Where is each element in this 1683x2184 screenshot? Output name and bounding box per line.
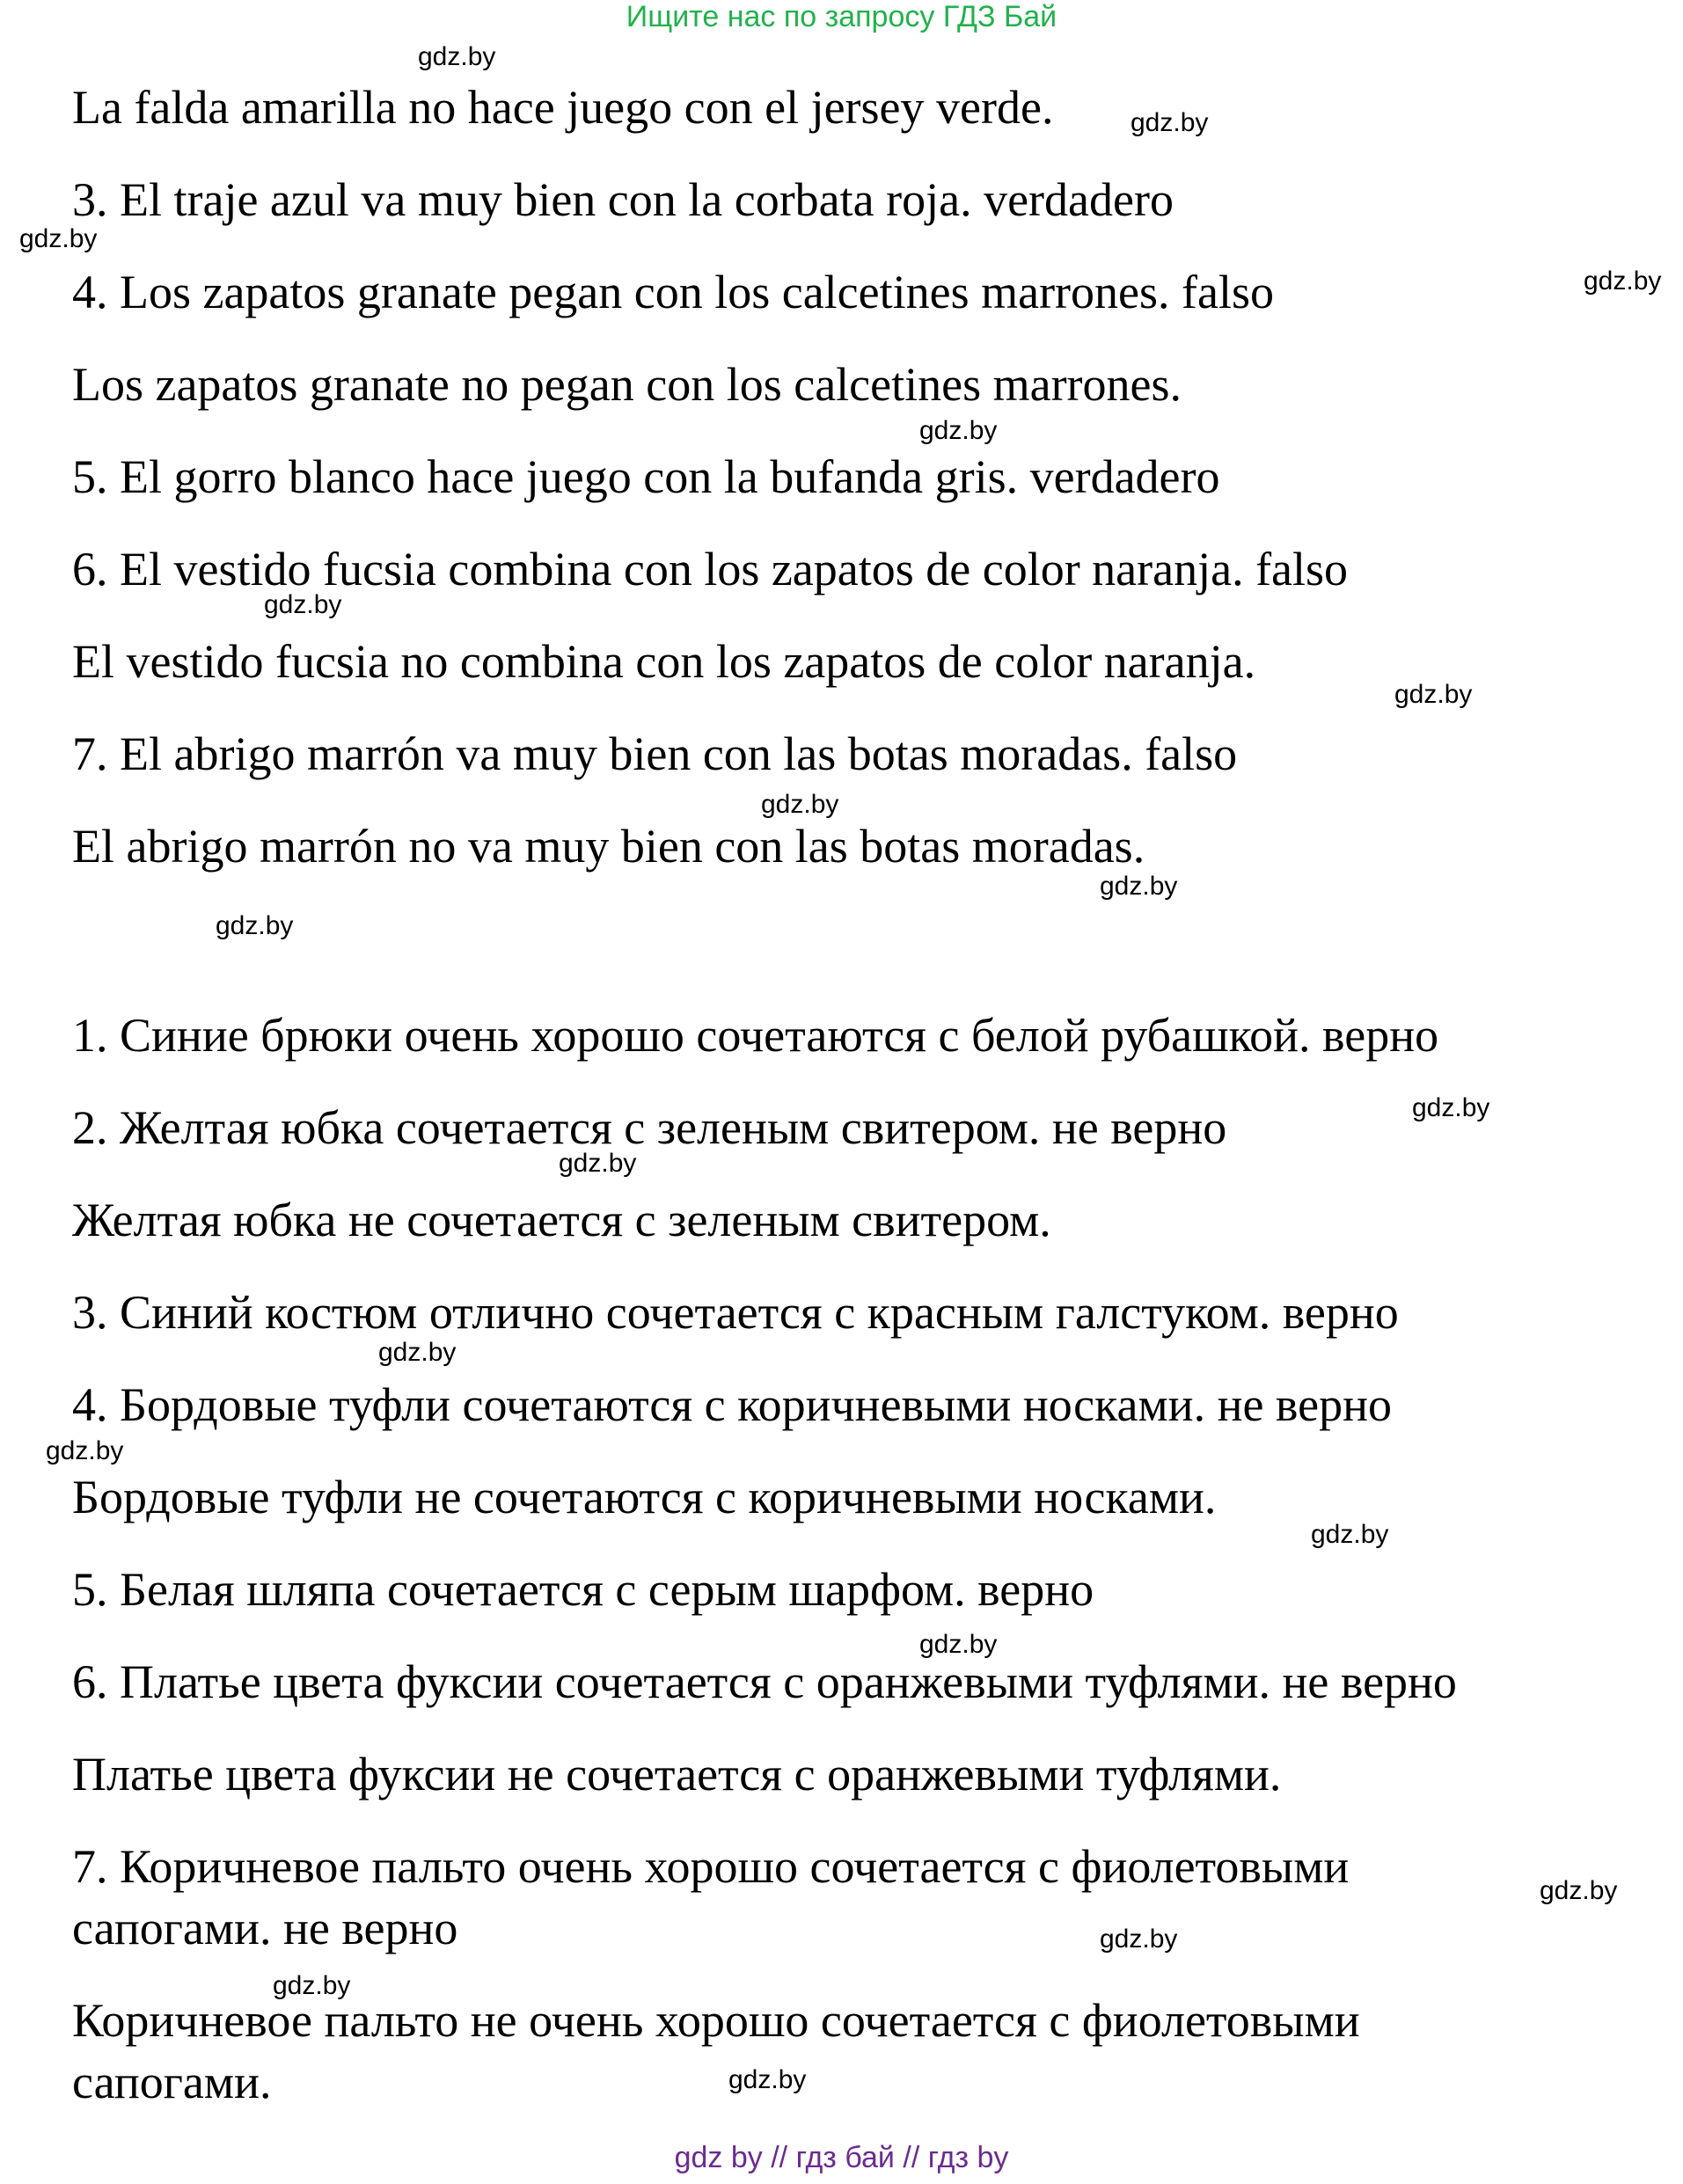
spanish-line: Los zapatos granate no pegan con los calcetines marrones. (72, 358, 1182, 411)
russian-line: 2. Желтая юбка сочетается с зеленым свитером. не верно (72, 1101, 1227, 1154)
watermark: gdz.by (919, 1630, 998, 1659)
footer-link-gdz-by[interactable]: gdz by (674, 2141, 763, 2174)
watermark: gdz.by (273, 1971, 351, 2000)
russian-line: 4. Бордовые туфли сочетаются с коричневыми носками. не верно (72, 1378, 1392, 1431)
watermark: gdz.by (1131, 108, 1209, 137)
spanish-line: El vestido fucsia no combina con los zapatos de color naranja. (72, 635, 1256, 688)
watermark: gdz.by (1584, 267, 1662, 296)
footer-separator: // (771, 2141, 788, 2174)
watermark: gdz.by (1100, 872, 1178, 901)
watermark: gdz.by (919, 416, 998, 445)
watermark: gdz.by (19, 224, 98, 253)
watermark: gdz.by (46, 1436, 124, 1465)
watermark: gdz.by (559, 1149, 637, 1178)
spanish-line: La falda amarilla no hace juego con el jersey verde. (72, 81, 1054, 134)
spanish-line: 5. El gorro blanco hace juego con la bufanda gris. verdadero (72, 450, 1220, 503)
russian-line: Коричневое пальто не очень хорошо сочетается с фиолетовыми (72, 1994, 1360, 2047)
russian-line: 6. Платье цвета фуксии сочетается с оранжевыми туфлями. не верно (72, 1655, 1457, 1708)
watermark: gdz.by (216, 911, 294, 940)
watermark: gdz.by (728, 2065, 807, 2094)
search-hint-link[interactable]: Ищите нас по запросу ГДЗ Бай (626, 0, 1057, 33)
watermark: gdz.by (378, 1338, 457, 1367)
russian-line: сапогами. (72, 2056, 272, 2108)
russian-line: сапогами. не верно (72, 1902, 458, 1954)
watermark: gdz.by (418, 42, 496, 71)
spanish-line: El abrigo marrón no va muy bien con las botas moradas. (72, 820, 1145, 873)
russian-line: 1. Синие брюки очень хорошо сочетаются с белой рубашкой. верно (72, 1009, 1439, 1062)
russian-line: 7. Коричневое пальто очень хорошо сочетается с фиолетовыми (72, 1840, 1350, 1893)
russian-line: Бордовые туфли не сочетаются с коричневыми носками. (72, 1471, 1217, 1523)
watermark: gdz.by (761, 790, 839, 819)
russian-line: 5. Белая шляпа сочетается с серым шарфом. верно (72, 1563, 1094, 1616)
spanish-line: 6. El vestido fucsia combina con los zapatos de color naranja. falso (72, 543, 1349, 595)
watermark: gdz.by (1394, 680, 1473, 709)
russian-line: 3. Синий костюм отлично сочетается с красным галстуком. верно (72, 1286, 1399, 1339)
footer-link-gdz-by-ru[interactable]: гдз by (927, 2141, 1009, 2174)
watermark: gdz.by (1540, 1876, 1618, 1905)
watermark: gdz.by (1311, 1520, 1389, 1549)
russian-line: Платье цвета фуксии не сочетается с оранжевыми туфлями. (72, 1748, 1282, 1801)
watermark: gdz.by (1412, 1093, 1490, 1122)
footer-links (0, 2143, 1683, 2173)
footer-link-gdz-bai[interactable]: гдз бай (795, 2141, 895, 2174)
spanish-line: 3. El traje azul va muy bien con la corbata roja. verdadero (72, 173, 1174, 226)
russian-line: Желтая юбка не сочетается с зеленым свитером. (72, 1194, 1051, 1246)
spanish-line: 7. El abrigo marrón va muy bien con las botas moradas. falso (72, 727, 1238, 780)
spanish-line: 4. Los zapatos granate pegan con los calcetines marrones. falso (72, 266, 1274, 318)
footer-separator: // (903, 2141, 920, 2174)
watermark: gdz.by (264, 590, 342, 619)
watermark: gdz.by (1100, 1925, 1178, 1954)
